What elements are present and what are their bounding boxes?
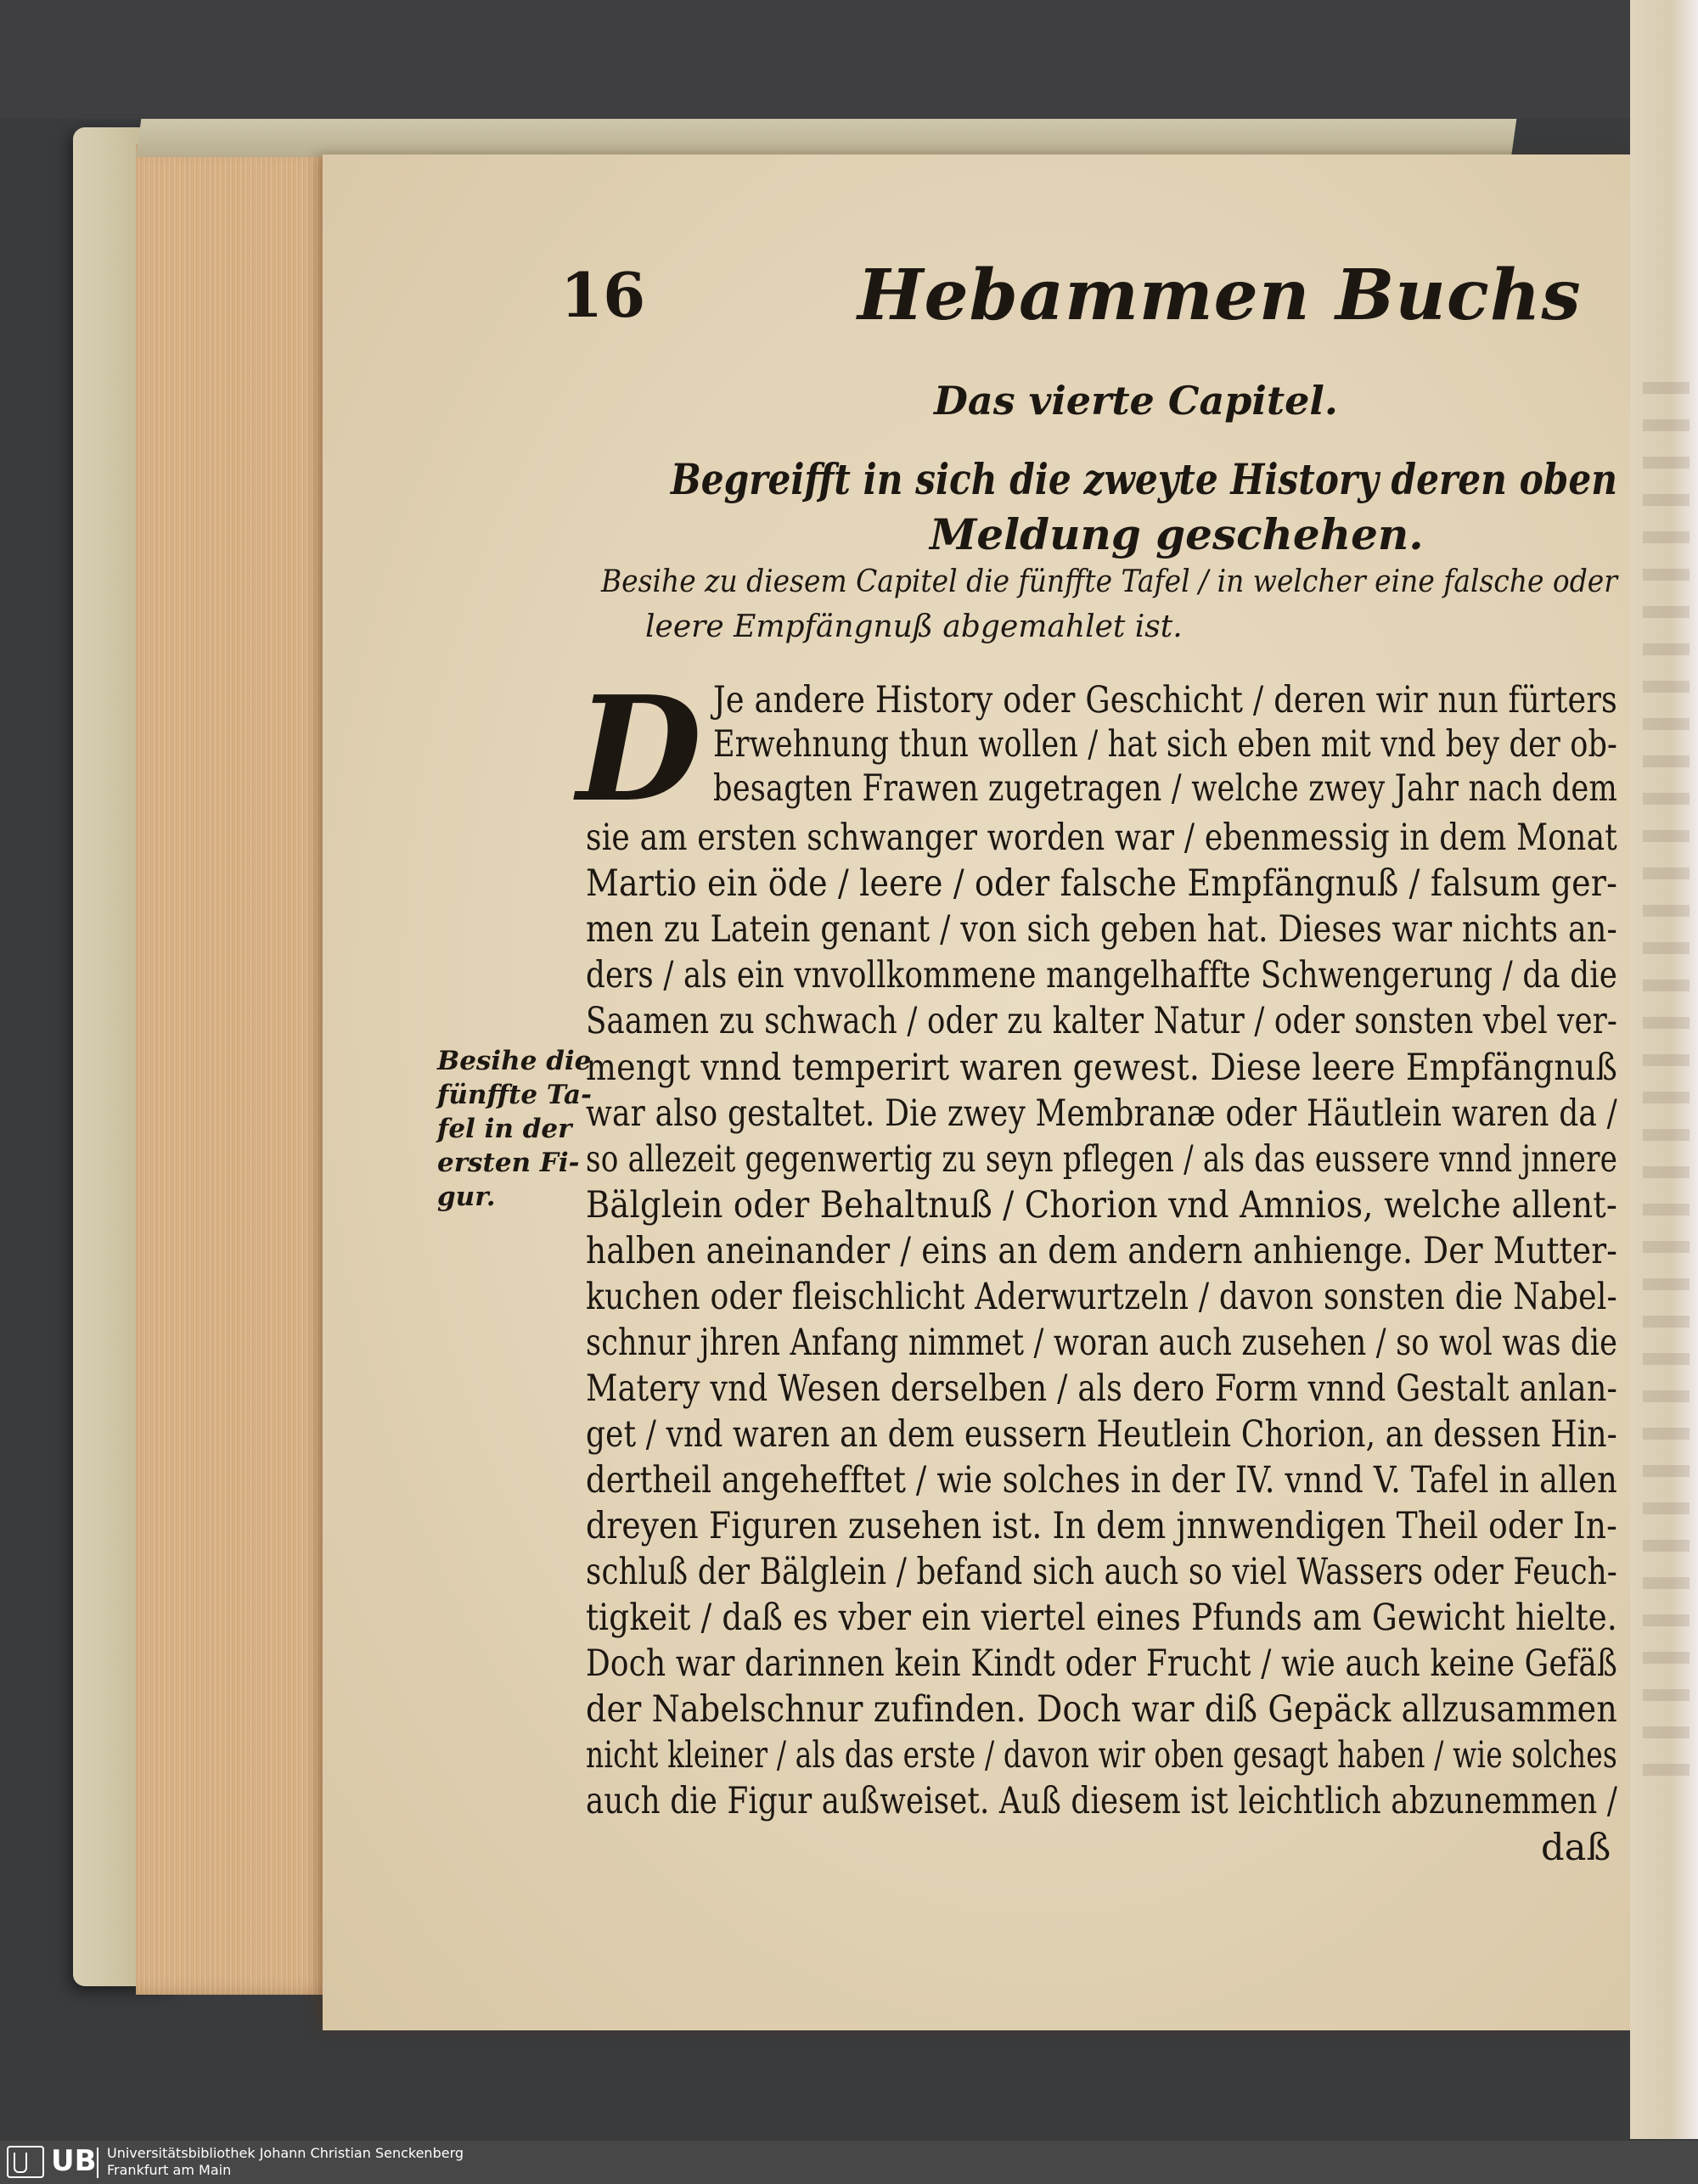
book-fore-edge (136, 144, 335, 1995)
body-line: besagten Frawen zugetragen / welche zwey Jahr nach dem (713, 767, 1618, 810)
margin-note-line: fel in der (437, 1114, 572, 1144)
margin-note-line: gur. (437, 1182, 496, 1212)
library-logo-icon (7, 2146, 44, 2178)
institution-line: Frankfurt am Main (107, 2162, 232, 2178)
body-line: schnur jhren Anfang nimmet / woran auch zusehen / so wol was die (586, 1322, 1618, 1364)
plate-note-line: Besihe zu diesem Capitel die fünffte Tafel / in welcher eine falsche oder (601, 564, 1617, 599)
body-line: kuchen oder fleischlicht Aderwurtzeln / davon sonsten die Nabel- (586, 1276, 1617, 1318)
body-line: Erwehnung thun wollen / hat sich eben mit vnd bey der ob- (713, 723, 1618, 766)
body-line: dreyen Figuren zusehen ist. In dem jnnwendigen Theil oder In- (586, 1505, 1618, 1547)
running-head: Hebammen Buchs (857, 255, 1582, 336)
body-line: mengt vnnd temperirt waren gewest. Diese leere Empfängnuß (586, 1047, 1617, 1089)
plate-note-line: leere Empfängnuß abgemahlet ist. (645, 609, 1183, 644)
book-top-edge (136, 119, 1516, 157)
margin-note-line: Besihe die (437, 1046, 592, 1076)
body-line: ders / als ein vnvollkommene mangelhaffte Schwengerung / da die (586, 954, 1618, 997)
institution-name (107, 2145, 464, 2179)
body-line: dertheil angehefftet / wie solches in der IV. vnnd V. Tafel in allen (586, 1459, 1618, 1502)
body-line: men zu Latein genant / von sich geben hat. Dieses war nichts an- (586, 908, 1617, 951)
show-through-text (1643, 357, 1690, 1799)
footer-divider (97, 2148, 98, 2178)
body-line: der Nabelschnur zufinden. Doch war diß Gepäck allzusammen (586, 1688, 1617, 1731)
chapter-summary-line: Meldung geschehen. (930, 509, 1424, 559)
body-line: halben aneinander / eins an dem andern anhienge. Der Mutter- (586, 1230, 1618, 1272)
body-line: nicht kleiner / als das erste / davon wir oben gesagt haben / wie solches (586, 1734, 1617, 1777)
body-line: get / vnd waren an dem eussern Heutlein Chorion, an dessen Hin- (586, 1413, 1617, 1456)
body-line: war also gestaltet. Die zwey Membranæ oder Häutlein waren da / (586, 1092, 1617, 1135)
margin-note-line: fünffte Ta- (437, 1080, 592, 1110)
body-line: auch die Figur außweiset. Auß diesem ist leichtlich abzunemmen / (586, 1780, 1618, 1822)
background (0, 0, 1698, 119)
drop-cap: D (576, 665, 702, 834)
body-line: Doch war darinnen kein Kindt oder Frucht / wie auch keine Gefäß (586, 1642, 1618, 1685)
body-line: schluß der Bälglein / befand sich auch so viel Wassers oder Feuch- (586, 1551, 1618, 1593)
body-line: Martio ein öde / leere / oder falsche Empfängnuß / falsum ger- (586, 862, 1618, 905)
body-line: Matery vnd Wesen derselben / als dero Form vnnd Gestalt anlan- (586, 1367, 1618, 1410)
chapter-title: Das vierte Capitel. (934, 378, 1338, 424)
body-line: Bälglein oder Behaltnuß / Chorion vnd Amnios, welche allent- (586, 1184, 1618, 1227)
chapter-summary-line: Begreifft in sich die zweyte History deren oben (671, 454, 1617, 504)
body-line: Je andere History oder Geschicht / deren wir nun fürters (713, 679, 1617, 721)
margin-note-line: ersten Fi- (437, 1148, 580, 1178)
body-line: Saamen zu schwach / oder zu kalter Natur / oder sonsten vbel ver- (586, 1000, 1618, 1042)
institution-line: Universitätsbibliothek Johann Christian Senckenberg (107, 2145, 464, 2161)
body-line: tigkeit / daß es vber ein viertel eines Pfunds am Gewicht hielte. (586, 1597, 1617, 1639)
catchword: daß (1541, 1827, 1611, 1869)
library-logo-text: UB (51, 2144, 97, 2178)
body-line: sie am ersten schwanger worden war / ebenmessig in dem Monat (586, 817, 1617, 859)
body-line: so allezeit gegenwertig zu seyn pflegen / als das eussere vnnd jnnere (586, 1138, 1618, 1181)
page-number: 16 (560, 259, 646, 331)
